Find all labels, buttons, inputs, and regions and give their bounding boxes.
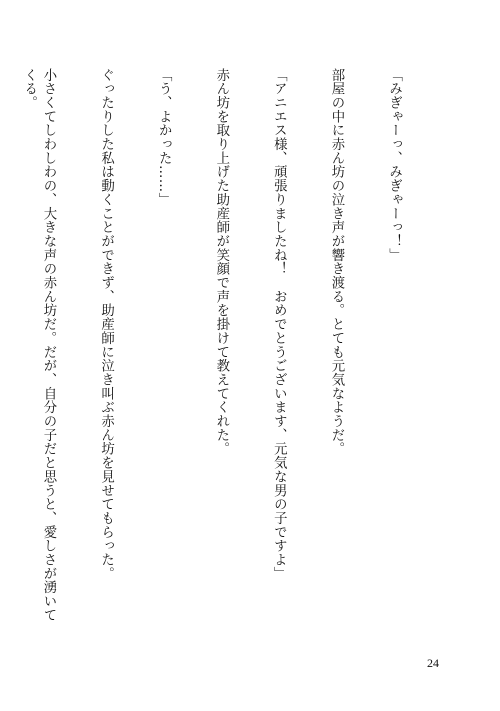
text-line-5: 「う、よかった……」 (156, 68, 172, 207)
text-line-1: 「みぎゃーっ、みぎゃーっ！」 (386, 68, 402, 262)
text-line-6: ぐったりした私は動くことができず、助産師に泣き叫ぶ赤ん坊を見せてもらった。 (98, 68, 114, 581)
vertical-text-block (21, 68, 442, 628)
text-line-4: 赤ん坊を取り上げた助産師が笑顔で声を掛けて教えてくれた。 (213, 68, 229, 456)
page-number: 24 (427, 656, 439, 670)
text-line-7: 小さくてしわしわの、大きな声の赤ん坊だ。だが、自分の子だと思うと、愛しさが湧いてくる。 (21, 68, 56, 622)
text-line-2: 部屋の中に赤ん坊の泣き声が響き渡る。とても元気なようだ。 (328, 68, 344, 456)
text-line-3: 「アニエス様、頑張りましたね！ おめでとうございます、元気な男の子ですよ」 (271, 68, 287, 581)
